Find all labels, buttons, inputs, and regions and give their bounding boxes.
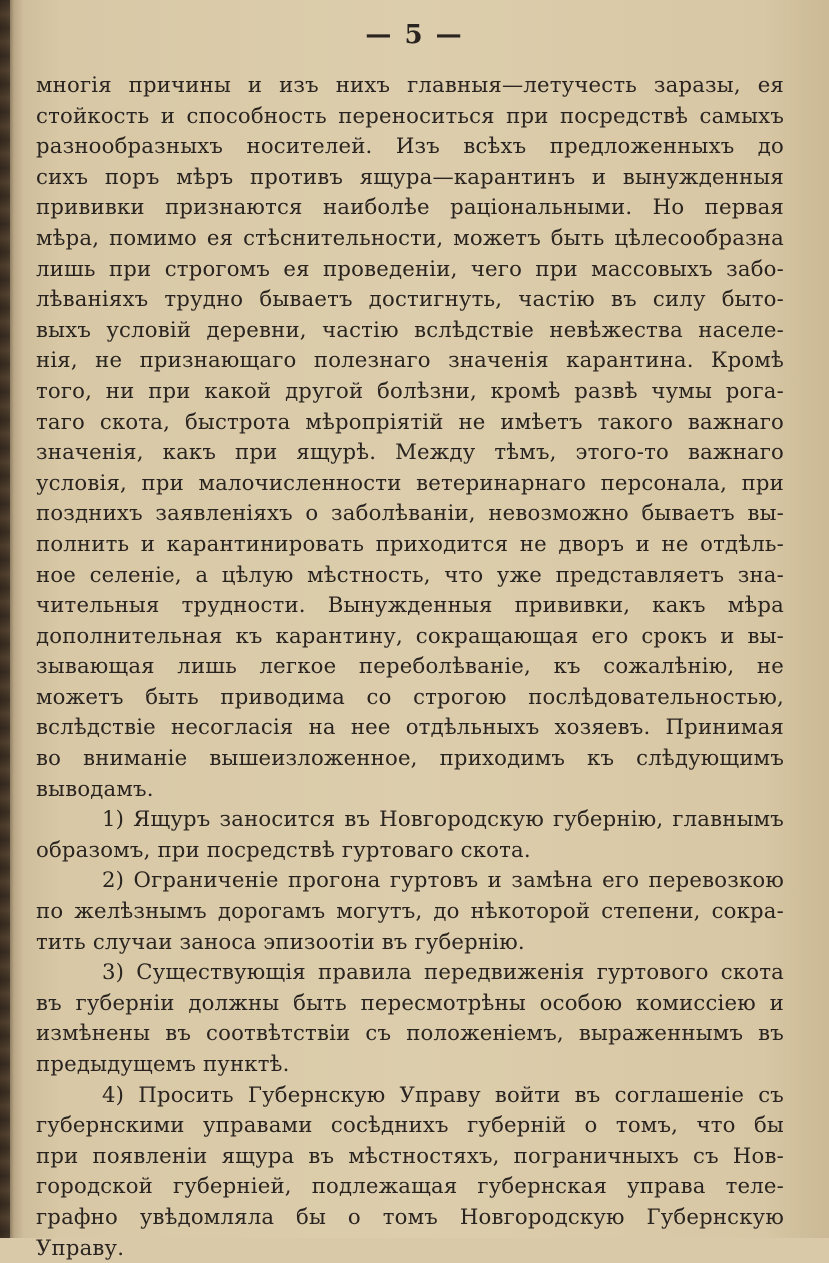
page-number: — 5 — [365,20,464,50]
text-line: стойкость и способность переноситься при посредствѣ самыхъ [36,102,784,128]
text-line: полнить и карантинировать приходится не дворъ и не отдѣль- [36,530,784,556]
text-line: графно увѣдомляла бы о томъ Новгородскую Губернскую [36,1203,784,1229]
conclusion-item-3 [36,957,784,1079]
text-line: 4) Просить Губернскую Управу войти въ соглашеніе съ [102,1081,784,1107]
page-body [36,70,784,1263]
text-line: чительныя трудности. Вынужденныя прививки, какъ мѣра [36,592,784,618]
conclusion-item-1 [36,804,784,865]
text-line: въ губерніи должны быть пересмотрѣны особою комиссіею и [36,989,784,1015]
text-line: городской губерніей, подлежащая губернская управа теле- [36,1173,784,1199]
book-binding-edge [0,0,10,1238]
text-line: выхъ условій деревни, частію вслѣдствіе невѣжества населе- [36,316,784,342]
text-line: значенія, какъ при ящурѣ. Между тѣмъ, этого-то важнаго [36,439,784,465]
text-line: по желѣзнымъ дорогамъ могутъ, до нѣкоторой степени, сокра- [36,898,784,924]
text-line: Управу. [36,1234,125,1260]
text-line: можетъ быть приводима со строгою послѣдовательностью, [36,683,784,709]
text-line: тить случаи заноса эпизоотіи въ губернію. [36,928,525,954]
text-line: лишь при строгомъ ея проведеніи, чего при массовыхъ забо- [36,255,784,281]
text-line: выводамъ. [36,775,154,801]
text-line: позднихъ заявленіяхъ о заболѣваніи, невозможно бываетъ вы- [36,500,784,526]
text-line: измѣнены въ соотвѣтствіи съ положеніемъ, выраженнымъ въ [36,1020,784,1046]
text-line: лѣваніяхъ трудно бываетъ достигнуть, частію въ силу быто- [36,286,784,312]
text-line: 3) Существующія правила передвиженія гуртового скота [102,959,784,985]
conclusion-item-4 [36,1080,784,1263]
text-line: губернскими управами сосѣднихъ губерній о томъ, что бы [36,1112,784,1138]
text-line: прививки признаются наиболѣе раціональными. Но первая [36,194,784,220]
text-line: ное селеніе, а цѣлую мѣстность, что уже представляетъ зна- [36,561,784,587]
conclusion-item-2 [36,865,784,957]
text-line: того, ни при какой другой болѣзни, кромѣ развѣ чумы рога- [36,377,784,403]
text-line: мѣра, помимо ея стѣснительности, можетъ быть цѣлесообразна [36,224,784,250]
text-line: предыдущемъ пунктѣ. [36,1051,290,1076]
text-line: таго скота, быстрота мѣропріятій не имѣетъ такого важнаго [36,408,784,434]
text-line: сихъ поръ мѣръ противъ ящура—карантинъ и вынужденныя [36,163,784,189]
text-line: образомъ, при посредствѣ гуртоваго скота. [36,836,531,862]
text-line: дополнительная къ карантину, сокращающая его срокъ и вы- [36,622,784,648]
text-line: условія, при малочисленности ветеринарнаго персонала, при [36,469,784,495]
text-line: многія причины и изъ нихъ главныя—летучесть заразы, ея [36,72,784,97]
text-line: нія, не признающаго полезнаго значенія карантина. Кромѣ [36,347,784,373]
intro-paragraph [36,70,784,804]
text-line: разнообразныхъ носителей. Изъ всѣхъ предложенныхъ до [36,133,784,159]
text-line: при появленіи ящура въ мѣстностяхъ, пограничныхъ съ Нов- [36,1142,784,1168]
text-line: 2) Ограниченіе прогона гуртовъ и замѣна его перевозкою [102,867,784,893]
text-line: во вниманіе вышеизложенное, приходимъ къ слѣдующимъ [36,745,784,771]
text-line: зывающая лишь легкое переболѣваніе, къ сожалѣнію, не [36,653,784,679]
text-line: вслѣдствіе несогласія на нее отдѣльныхъ хозяевъ. Принимая [36,714,784,740]
text-line: 1) Ящуръ заносится въ Новгородскую губернію, главнымъ [102,806,784,832]
